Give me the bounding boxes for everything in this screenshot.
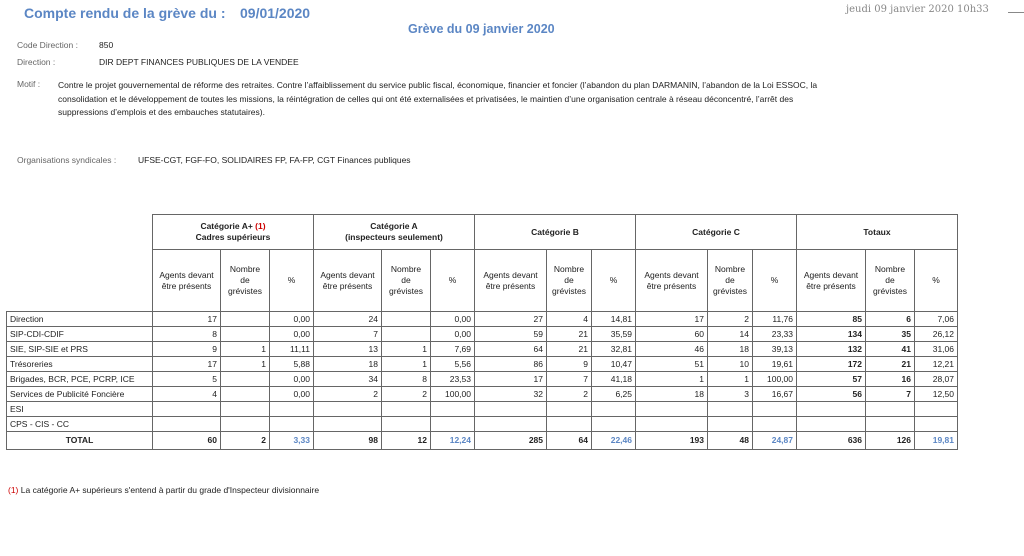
col-pct: % — [915, 250, 958, 312]
category-c: Catégorie C — [636, 215, 797, 250]
table-cell: 2 — [314, 387, 382, 402]
table-cell: 18 — [708, 342, 753, 357]
table-cell — [153, 417, 221, 432]
table-cell — [221, 387, 270, 402]
table-cell — [221, 327, 270, 342]
table-cell — [475, 417, 547, 432]
table-cell — [431, 402, 475, 417]
total-cell: 193 — [636, 432, 708, 450]
divider — [1008, 12, 1024, 13]
table-cell: 35,59 — [592, 327, 636, 342]
category-a-plus-title: Catégorie A+ — [200, 221, 253, 231]
table-cell: 100,00 — [431, 387, 475, 402]
table-cell — [636, 417, 708, 432]
table-cell: 2 — [547, 387, 592, 402]
table-cell — [866, 402, 915, 417]
table-cell — [915, 417, 958, 432]
total-cell: 64 — [547, 432, 592, 450]
table-cell: 7,69 — [431, 342, 475, 357]
page-subtitle: Grève du 09 janvier 2020 — [408, 22, 555, 36]
table-cell: 14 — [708, 327, 753, 342]
table-cell: 27 — [475, 312, 547, 327]
table-cell — [708, 417, 753, 432]
table-cell: 23,33 — [753, 327, 797, 342]
table-cell: 1 — [708, 372, 753, 387]
table-cell — [382, 312, 431, 327]
table-cell: 134 — [797, 327, 866, 342]
table-row — [7, 342, 958, 357]
col-grevistes: Nombre de grévistes — [866, 250, 915, 312]
row-label: ESI — [7, 402, 153, 417]
motif-label: Motif : — [17, 79, 41, 89]
table-cell: 14,81 — [592, 312, 636, 327]
table-cell: 12,21 — [915, 357, 958, 372]
col-grevistes: Nombre de grévistes — [708, 250, 753, 312]
table-cell — [475, 402, 547, 417]
table-cell: 0,00 — [270, 387, 314, 402]
table-cell — [314, 417, 382, 432]
table-cell — [592, 417, 636, 432]
table-cell — [753, 417, 797, 432]
total-cell: 2 — [221, 432, 270, 450]
col-pct: % — [431, 250, 475, 312]
table-cell — [708, 402, 753, 417]
table-cell: 10,47 — [592, 357, 636, 372]
orgs-label: Organisations syndicales : — [17, 155, 117, 165]
motif-line: Contre le projet gouvernemental de réforme des retraites. Contre l’affaiblissement du service public fiscal, économique, financier et foncier (l’abandon du plan DARMANIN, l’abandon de la Loi ESSOC, la — [58, 80, 818, 90]
table-row — [7, 387, 958, 402]
col-pct: % — [592, 250, 636, 312]
table-row — [7, 357, 958, 372]
table-cell: 85 — [797, 312, 866, 327]
col-agents: Agents devant être présents — [636, 250, 708, 312]
table-cell — [382, 402, 431, 417]
table-cell: 17 — [636, 312, 708, 327]
table-row — [7, 417, 958, 432]
row-label: Services de Publicité Foncière — [7, 387, 153, 402]
table-cell — [314, 402, 382, 417]
table-cell: 5,88 — [270, 357, 314, 372]
table-cell: 6 — [866, 312, 915, 327]
table-cell: 9 — [153, 342, 221, 357]
table-cell: 7,06 — [915, 312, 958, 327]
table-row — [7, 402, 958, 417]
table-cell: 1 — [221, 342, 270, 357]
table-cell — [915, 402, 958, 417]
total-cell: 24,87 — [753, 432, 797, 450]
corner-cell — [7, 250, 153, 312]
category-a — [314, 215, 475, 250]
table-cell: 7 — [866, 387, 915, 402]
table-cell: 56 — [797, 387, 866, 402]
table-cell — [153, 402, 221, 417]
total-cell: 48 — [708, 432, 753, 450]
direction-value: DIR DEPT FINANCES PUBLIQUES DE LA VENDEE — [99, 57, 299, 67]
table-cell: 23,53 — [431, 372, 475, 387]
table-cell: 28,07 — [915, 372, 958, 387]
total-cell: 60 — [153, 432, 221, 450]
table-cell: 21 — [547, 342, 592, 357]
footnote — [8, 485, 319, 495]
row-label: Brigades, BCR, PCE, PCRP, ICE — [7, 372, 153, 387]
table-cell: 86 — [475, 357, 547, 372]
table-cell: 2 — [708, 312, 753, 327]
table-cell — [547, 417, 592, 432]
table-cell: 0,00 — [431, 312, 475, 327]
table-cell: 2 — [382, 387, 431, 402]
table-cell — [797, 402, 866, 417]
table-cell — [382, 327, 431, 342]
total-cell: 285 — [475, 432, 547, 450]
table-cell: 12,50 — [915, 387, 958, 402]
table-cell — [221, 417, 270, 432]
table-cell: 17 — [153, 312, 221, 327]
table-row — [7, 327, 958, 342]
table-cell: 64 — [475, 342, 547, 357]
table-cell: 1 — [636, 372, 708, 387]
motif-text — [58, 79, 918, 120]
category-totaux: Totaux — [797, 215, 958, 250]
table-cell: 4 — [547, 312, 592, 327]
col-grevistes: Nombre de grévistes — [221, 250, 270, 312]
table-cell: 11,76 — [753, 312, 797, 327]
table-cell — [270, 402, 314, 417]
table-cell: 16,67 — [753, 387, 797, 402]
table-cell: 18 — [314, 357, 382, 372]
col-grevistes: Nombre de grévistes — [382, 250, 431, 312]
total-cell: 3,33 — [270, 432, 314, 450]
code-direction-value: 850 — [99, 40, 114, 50]
table-cell: 7 — [314, 327, 382, 342]
table-cell: 32,81 — [592, 342, 636, 357]
table-cell: 0,00 — [270, 372, 314, 387]
row-label: SIE, SIP-SIE et PRS — [7, 342, 153, 357]
table-cell: 57 — [797, 372, 866, 387]
table-cell — [547, 402, 592, 417]
table-row — [7, 372, 958, 387]
table-cell: 172 — [797, 357, 866, 372]
corner-cell — [7, 215, 153, 250]
total-label: TOTAL — [7, 432, 153, 450]
table-cell: 21 — [866, 357, 915, 372]
total-cell: 12,24 — [431, 432, 475, 450]
table-cell: 41 — [866, 342, 915, 357]
orgs-value: UFSE-CGT, FGF-FO, SOLIDAIRES FP, FA-FP, CGT Finances publiques — [138, 155, 411, 165]
total-cell: 19,81 — [915, 432, 958, 450]
row-label: CPS - CIS - CC — [7, 417, 153, 432]
row-label: SIP-CDI-CDIF — [7, 327, 153, 342]
col-pct: % — [753, 250, 797, 312]
total-cell: 126 — [866, 432, 915, 450]
table-cell — [592, 402, 636, 417]
table-cell — [797, 417, 866, 432]
table-cell: 0,00 — [270, 312, 314, 327]
table-cell: 32 — [475, 387, 547, 402]
table-cell: 8 — [382, 372, 431, 387]
table-cell: 24 — [314, 312, 382, 327]
total-cell: 22,46 — [592, 432, 636, 450]
table-cell: 11,11 — [270, 342, 314, 357]
table-cell: 100,00 — [753, 372, 797, 387]
table-row — [7, 312, 958, 327]
footnote-text: La catégorie A+ supérieurs s'entend à partir du grade d'Inspecteur divisionnaire — [20, 485, 320, 495]
row-label: Trésoreries — [7, 357, 153, 372]
table-cell: 3 — [708, 387, 753, 402]
col-agents: Agents devant être présents — [153, 250, 221, 312]
report-date: 09/01/2020 — [240, 5, 311, 21]
table-cell: 1 — [382, 357, 431, 372]
table-cell: 31,06 — [915, 342, 958, 357]
total-cell: 12 — [382, 432, 431, 450]
table-cell: 1 — [382, 342, 431, 357]
subheader-row — [7, 250, 958, 312]
motif-line: suppressions d’emplois et des embauches statutaires). — [58, 107, 265, 117]
table-cell: 6,25 — [592, 387, 636, 402]
table-cell: 8 — [153, 327, 221, 342]
table-cell: 17 — [153, 357, 221, 372]
total-row — [7, 432, 958, 450]
table-cell: 34 — [314, 372, 382, 387]
category-b: Catégorie B — [475, 215, 636, 250]
direction-label: Direction : — [17, 57, 56, 67]
table-cell: 4 — [153, 387, 221, 402]
table-cell: 26,12 — [915, 327, 958, 342]
table-cell — [221, 372, 270, 387]
table-cell — [753, 402, 797, 417]
table-cell: 60 — [636, 327, 708, 342]
col-pct: % — [270, 250, 314, 312]
table-cell: 18 — [636, 387, 708, 402]
table-cell: 51 — [636, 357, 708, 372]
table-cell — [221, 402, 270, 417]
category-a-subtitle: (inspecteurs seulement) — [345, 232, 443, 242]
col-grevistes: Nombre de grévistes — [547, 250, 592, 312]
table-cell: 0,00 — [431, 327, 475, 342]
table-cell: 39,13 — [753, 342, 797, 357]
row-label: Direction — [7, 312, 153, 327]
table-cell: 59 — [475, 327, 547, 342]
table-cell: 13 — [314, 342, 382, 357]
col-agents: Agents devant être présents — [314, 250, 382, 312]
table-cell: 0,00 — [270, 327, 314, 342]
table-cell — [270, 417, 314, 432]
motif-line: consolidation et le développement de toutes les missions, la réintégration de celles qui ont été externalisées et privatisées, le maintien d’une organisation centrale à réseau déconcentré, l’arrêt des — [58, 93, 794, 104]
table-cell — [382, 417, 431, 432]
col-agents: Agents devant être présents — [797, 250, 866, 312]
table-cell: 17 — [475, 372, 547, 387]
strike-table — [6, 214, 958, 450]
table-cell: 41,18 — [592, 372, 636, 387]
category-a-title: Catégorie A — [370, 221, 418, 231]
footnote-ref: (1) — [255, 221, 266, 231]
table-cell: 5 — [153, 372, 221, 387]
table-cell: 9 — [547, 357, 592, 372]
footnote-mark: (1) — [8, 485, 19, 495]
col-agents: Agents devant être présents — [475, 250, 547, 312]
category-a-plus — [153, 215, 314, 250]
table-cell: 35 — [866, 327, 915, 342]
category-header-row — [7, 215, 958, 250]
table-cell: 7 — [547, 372, 592, 387]
table-cell: 16 — [866, 372, 915, 387]
table-cell: 5,56 — [431, 357, 475, 372]
report-timestamp: jeudi 09 janvier 2020 10h33 — [846, 4, 989, 15]
table-cell: 10 — [708, 357, 753, 372]
category-a-plus-subtitle: Cadres supérieurs — [195, 232, 271, 242]
table-cell: 19,61 — [753, 357, 797, 372]
table-cell — [866, 417, 915, 432]
total-cell: 98 — [314, 432, 382, 450]
table-cell — [636, 402, 708, 417]
table-cell: 1 — [221, 357, 270, 372]
table-cell — [221, 312, 270, 327]
table-cell — [431, 417, 475, 432]
table-cell: 132 — [797, 342, 866, 357]
table-cell: 21 — [547, 327, 592, 342]
table-cell: 46 — [636, 342, 708, 357]
code-direction-label: Code Direction : — [17, 40, 78, 50]
total-cell: 636 — [797, 432, 866, 450]
report-title: Compte rendu de la grève du : — [24, 5, 226, 21]
